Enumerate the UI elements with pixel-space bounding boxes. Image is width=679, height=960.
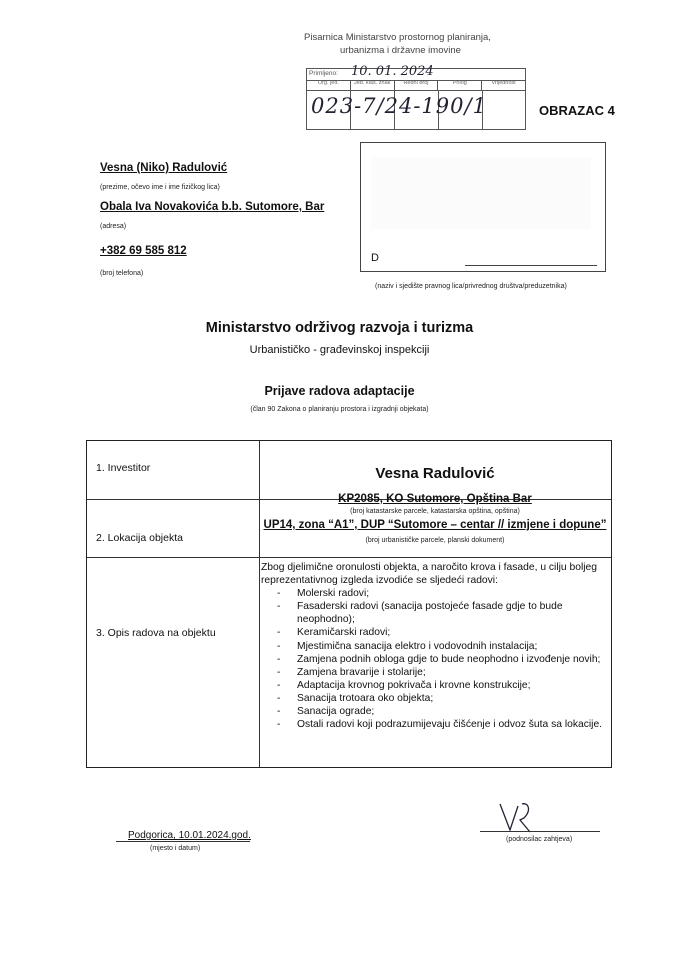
list-item: - Zamjena podnih obloga gdje to bude neophodno i izvođenje novih; (271, 653, 605, 666)
location-parcel-caption: (broj katastarske parcele, katastarska opština, opština) (350, 508, 520, 515)
stamp-received-label: Primljeno: (309, 70, 338, 77)
stamp-col-header: Redni broj (395, 80, 439, 90)
location-plan: UP14, zona “A1”, DUP “Sutomore – centar // izmjene i dopune” (263, 519, 607, 531)
stamp-col-header: Org. jed. (307, 80, 351, 90)
list-item: - Adaptacija krovnog pokrivača i krovne konstrukcije; (271, 679, 605, 692)
location-parcel: KP2085, KO Sutomore, Opština Bar (338, 493, 532, 505)
location-label: 2. Lokacija objekta (96, 532, 183, 544)
legal-basis: (član 90 Zakona o planiranju prostora i izgradnji objekata) (250, 406, 429, 413)
department-heading: Urbanističko - građevinskoj inspekciji (249, 344, 430, 356)
stamp-office-line2: urbanizma i državne imovine (340, 45, 461, 56)
works-intro: Zbog djelimične oronulosti objekta, a naročito krova i fasade, u cilju boljeg reprezentativnog izgleda izvodiće se sljedeći radovi: (261, 562, 597, 587)
list-item: - Sanacija ograde; (271, 705, 605, 718)
list-item: - Ostali radovi koji podrazumijevaju čišćenje i odvoz šuta sa lokacije. (271, 718, 605, 731)
applicant-address-caption: (adresa) (100, 223, 127, 230)
stamp-grid (306, 64, 526, 130)
stamp-received-date: 10. 01. 2024 (351, 64, 434, 79)
legal-entity-caption: (naziv i sjedište pravnog lica/privrednog društva/preduzetnika) (375, 283, 567, 290)
applicant-address: Obala Iva Novakovića b.b. Sutomore, Bar (100, 201, 325, 213)
applicant-name-caption: (prezime, očevo ime i ime fizičkog lica) (100, 184, 220, 191)
applicant-name: Vesna (Niko) Radulović (100, 162, 228, 174)
redacted-area (371, 157, 591, 229)
applicant-phone: +382 69 585 812 (100, 245, 187, 257)
signature-line (480, 831, 600, 832)
stamp-office-line1: Pisarnica Ministarstvo prostornog planiranja, (304, 32, 491, 43)
document-title: Prijave radova adaptacije (264, 384, 415, 398)
applicant-phone-caption: (broj telefona) (100, 270, 144, 277)
list-item: - Sanacija trotoara oko objekta; (271, 692, 605, 705)
ministry-heading: Ministarstvo održivog razvoja i turizma (205, 320, 474, 336)
list-item: - Keramičarski radovi; (271, 626, 605, 639)
form-label: OBRAZAC 4 (539, 103, 615, 118)
list-item: - Molerski radovi; (271, 587, 605, 600)
legal-entity-letter: D (371, 252, 379, 264)
stamp-col-header: Prilog (438, 80, 482, 90)
works-label: 3. Opis radova na objektu (96, 627, 216, 639)
stamp-col-header: Jed. klas. znak (351, 80, 395, 90)
stamp-number: 023-7/24-190/1 (311, 94, 487, 118)
place-date-line (116, 841, 250, 842)
investor-value: Vesna Radulović (375, 465, 495, 482)
investor-label: 1. Investitor (96, 462, 151, 474)
signature-caption: (podnosilac zahtjeva) (506, 836, 573, 843)
list-item: - Zamjena bravarije i stolarije; (271, 666, 605, 679)
stamp-col-header: Vrijednost (491, 80, 516, 86)
place-date: Podgorica, 10.01.2024.god. (128, 830, 251, 841)
registry-stamp (298, 32, 530, 132)
place-date-caption: (mjesto i datum) (150, 845, 201, 852)
list-item: - Fasaderski radovi (sanacija postojeće fasade gdje to bude neophodno); (271, 600, 605, 626)
works-list (271, 587, 605, 731)
legal-entity-box (360, 142, 606, 272)
location-plan-caption: (broj urbanističke parcele, planski dokument) (365, 537, 505, 544)
works-content (261, 561, 605, 731)
list-item: - Mjestimična sanacija elektro i vodovodnih instalacija; (271, 640, 605, 653)
application-table (86, 440, 612, 768)
